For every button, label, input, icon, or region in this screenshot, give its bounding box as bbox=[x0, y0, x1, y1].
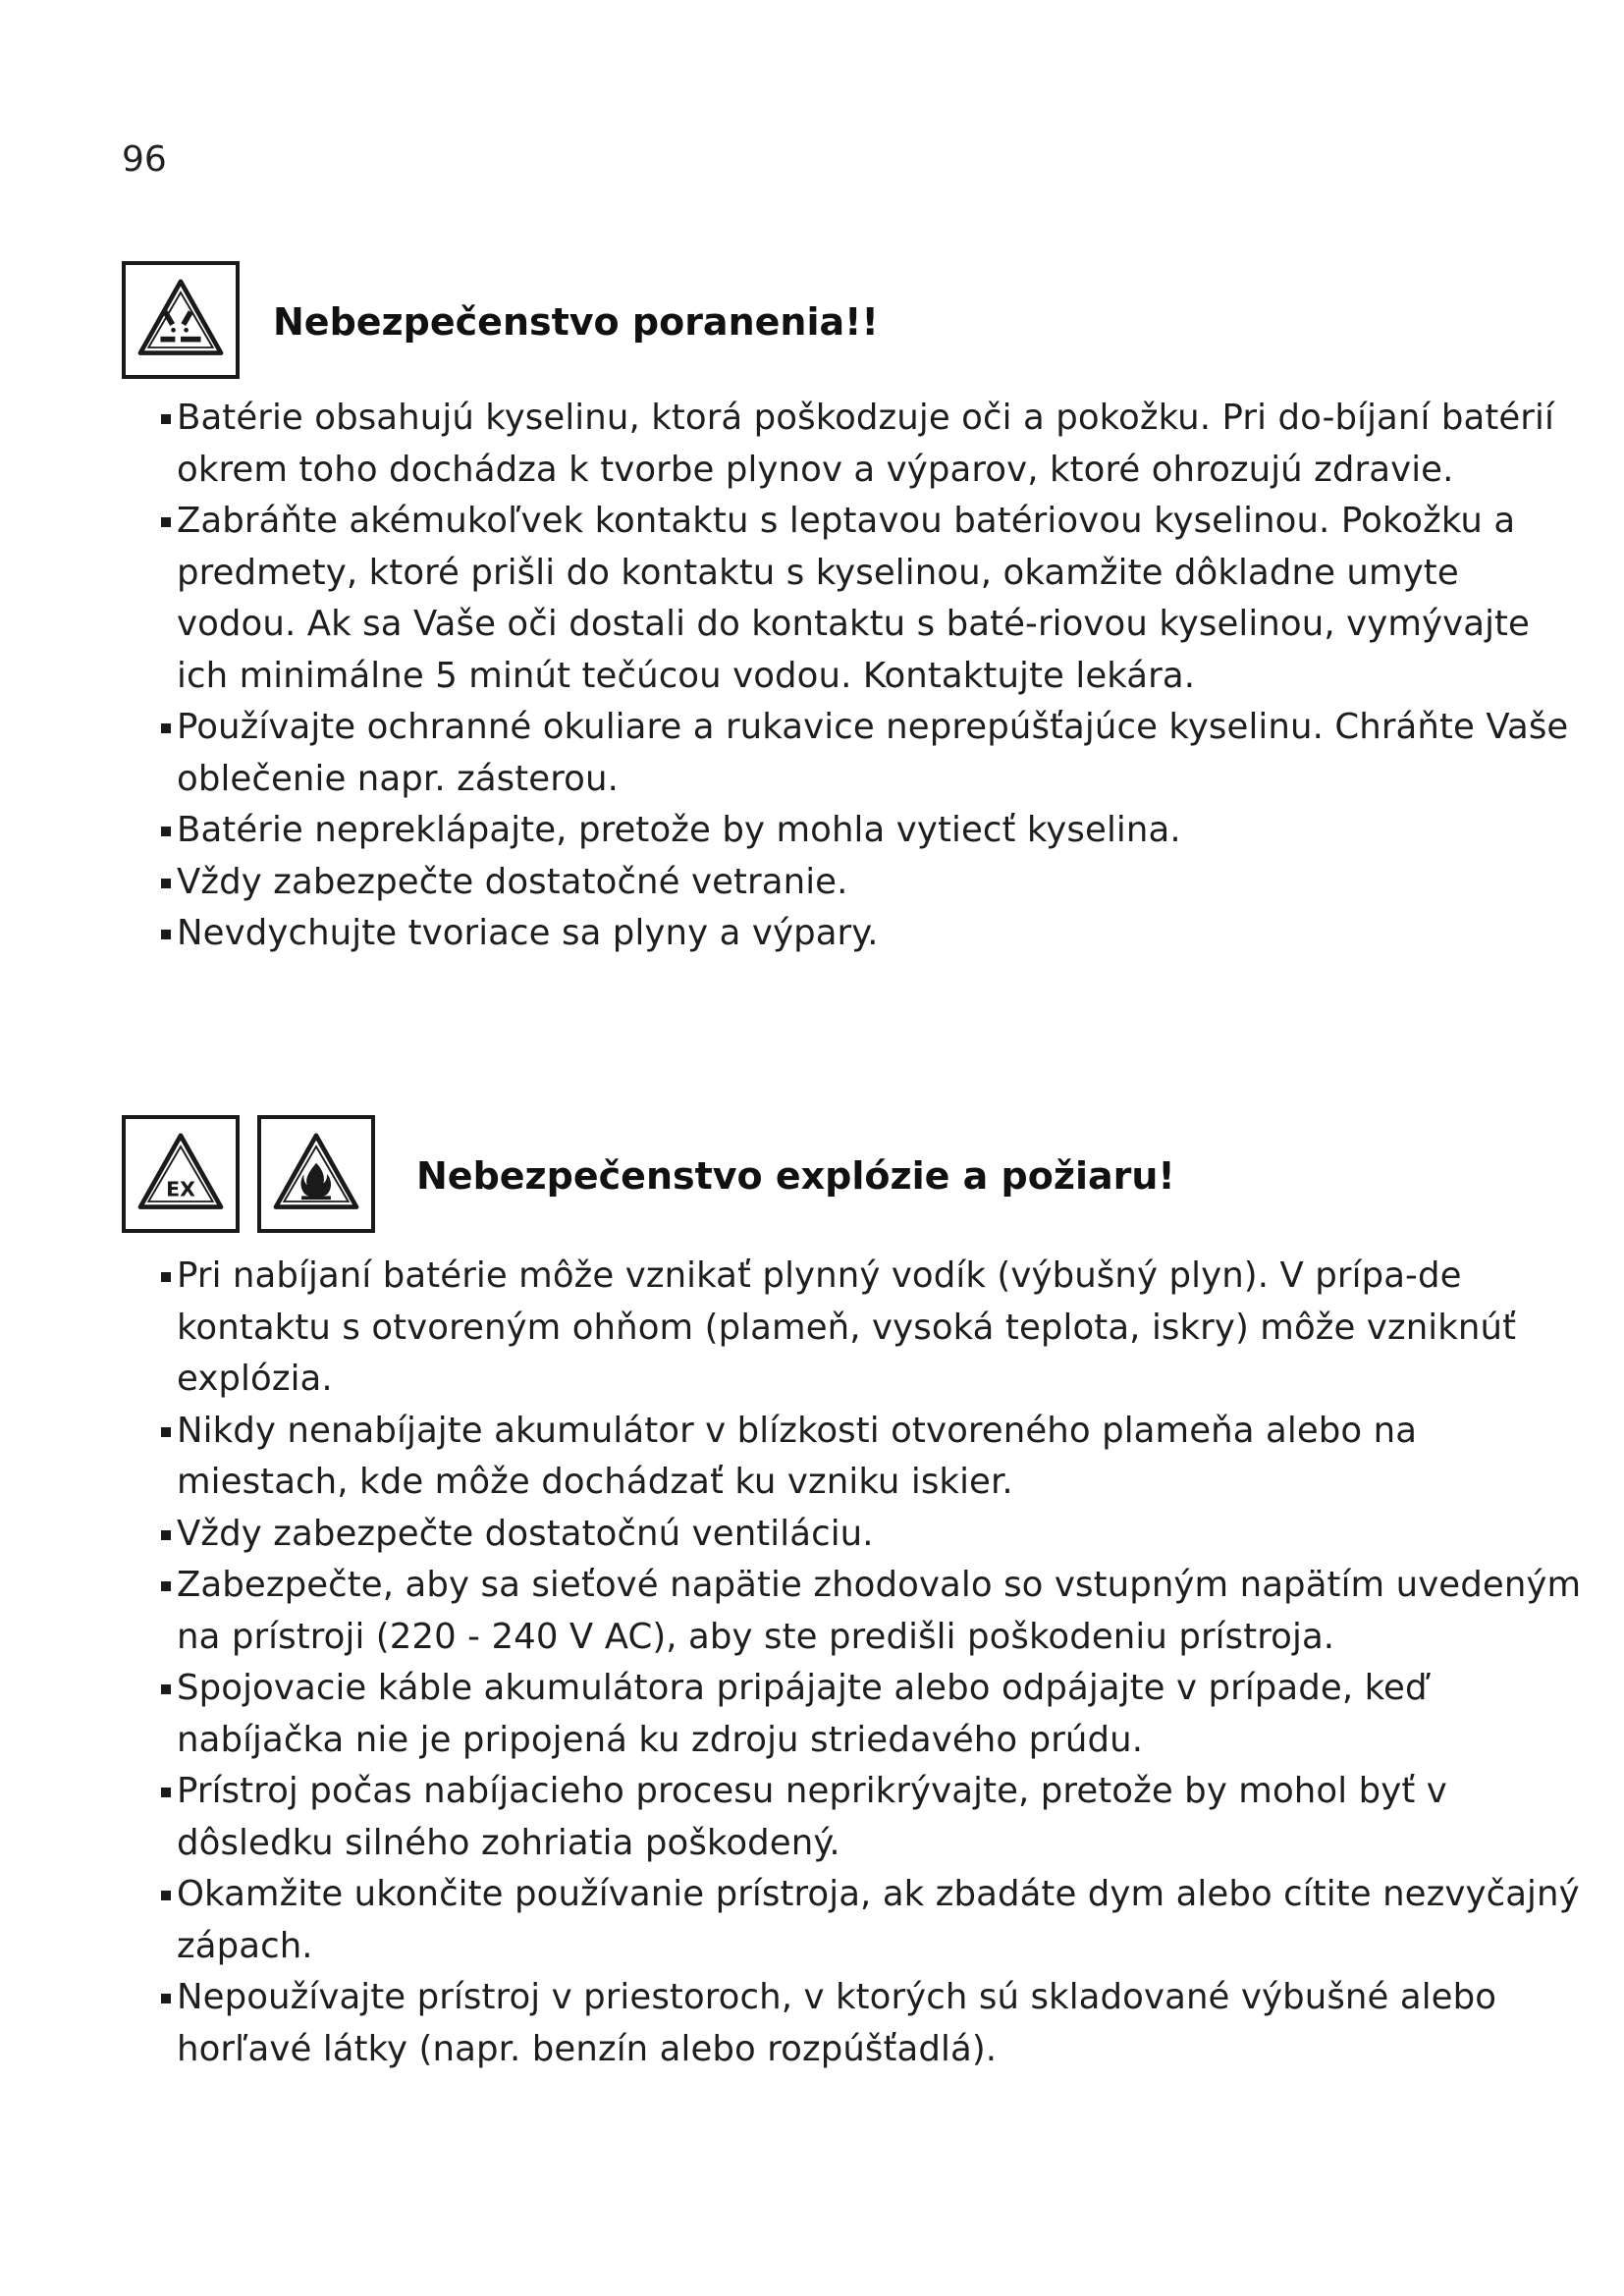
list-item: Prístroj počas nabíjacieho procesu neprikrývajte, pretože by mohol byť v dôsledku silného zohriatia poškodený. bbox=[165, 1766, 1589, 1869]
bullet-icon bbox=[161, 414, 171, 424]
section-header bbox=[122, 261, 1496, 387]
bullet-icon bbox=[161, 930, 171, 939]
list-item: Zabezpečte, aby sa sieťové napätie zhodovalo so vstupným napätím uvedeným na prístroji (220 - 240 V AC), aby ste predišli poškodeniu prístroja. bbox=[165, 1560, 1589, 1663]
page-number: 96 bbox=[122, 139, 167, 180]
list-item: Okamžite ukončite používanie prístroja, ak zbadáte dym alebo cítite nezvyčajný zápach. bbox=[165, 1869, 1589, 1972]
bullet-icon bbox=[161, 1891, 171, 1900]
bullet-icon bbox=[161, 723, 171, 733]
flammable-warning-icon bbox=[257, 1115, 375, 1233]
list-item: Pri nabíjaní batérie môže vznikať plynný vodík (výbušný plyn). V prípa-de kontaktu s otvoreným ohňom (plameň, vysoká teplota, iskry) môže vzniknúť explózia. bbox=[165, 1251, 1589, 1406]
bullet-icon bbox=[161, 1684, 171, 1694]
bullet-icon bbox=[161, 1530, 171, 1540]
list-item: Používajte ochranné okuliare a rukavice neprepúšťajúce kyselinu. Chráňte Vaše oblečenie napr. zásterou. bbox=[165, 702, 1589, 805]
list-item: Batérie nepreklápajte, pretože by mohla vytiecť kyselina. bbox=[165, 805, 1589, 857]
bullet-icon bbox=[161, 827, 171, 836]
section-header bbox=[122, 1115, 1496, 1241]
corrosive-warning-icon bbox=[122, 261, 240, 379]
list-item: Zabráňte akémukoľvek kontaktu s leptavou batériovou kyselinou. Pokožku a predmety, ktoré prišli do kontaktu s kyselinou, okamžite dôkladne umyte vodou. Ak sa Vaše oči dostali do kontaktu s baté-riovou kyselinou, vymývajte ich minimálne 5 minút tečúcou vodou. Kontaktujte lekára. bbox=[165, 496, 1589, 702]
list-item: Nepoužívajte prístroj v priestoroch, v ktorých sú skladované výbušné alebo horľavé látky (napr. benzín alebo rozpúšťadlá). bbox=[165, 1972, 1589, 2075]
bullet-icon bbox=[161, 1581, 171, 1591]
section-heading: Nebezpečenstvo explózie a požiaru! bbox=[416, 1154, 1175, 1198]
list-item: Vždy zabezpečte dostatočné vetranie. bbox=[165, 857, 1589, 909]
bullet-icon bbox=[161, 1272, 171, 1282]
bullet-icon bbox=[161, 517, 171, 527]
section-explosion-fire-hazard bbox=[122, 1115, 1582, 2069]
hazard-list bbox=[165, 393, 1589, 960]
svg-text:EX: EX bbox=[166, 1177, 195, 1201]
list-item: Nikdy nenabíjajte akumulátor v blízkosti otvoreného plameňa alebo na miestach, kde môže dochádzať ku vzniku iskier. bbox=[165, 1406, 1589, 1509]
bullet-icon bbox=[161, 1994, 171, 2003]
list-item: Nevdychujte tvoriace sa plyny a výpary. bbox=[165, 908, 1589, 960]
explosive-atmosphere-icon bbox=[122, 1115, 240, 1233]
bullet-icon bbox=[161, 1427, 171, 1437]
list-item: Vždy zabezpečte dostatočnú ventiláciu. bbox=[165, 1509, 1589, 1561]
bullet-icon bbox=[161, 1788, 171, 1797]
section-heading: Nebezpečenstvo poranenia!! bbox=[273, 300, 879, 344]
section-injury-hazard bbox=[122, 261, 1569, 953]
bullet-icon bbox=[161, 879, 171, 888]
list-item: Batérie obsahujú kyselinu, ktorá poškodzuje oči a pokožku. Pri do-bíjaní batérií okrem toho dochádza k tvorbe plynov a výparov, ktoré ohrozujú zdravie. bbox=[165, 393, 1589, 496]
list-item: Spojovacie káble akumulátora pripájajte alebo odpájajte v prípade, keď nabíjačka nie je pripojená ku zdroju striedavého prúdu. bbox=[165, 1663, 1589, 1766]
hazard-list bbox=[165, 1251, 1589, 2075]
